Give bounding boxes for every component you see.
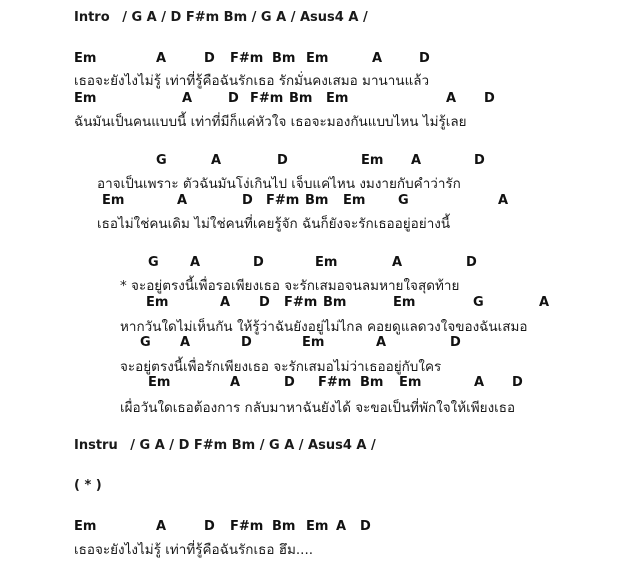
chord-symbol: A [220,295,231,310]
chord-symbol: Em [306,519,329,534]
chord-symbol: F#m [284,295,318,310]
chord-symbol: Em [148,375,171,390]
chord-symbol: A [498,193,509,208]
lyric-line [0,212,620,230]
chord-symbol: Em [146,295,169,310]
lyric-line [0,110,620,128]
chord-symbol: Bm [272,519,296,534]
lyric-line [0,355,620,373]
chord-symbol: D [360,519,371,534]
chord-line [0,335,620,353]
chord-symbol: D [204,51,215,66]
chord-symbol: G [398,193,409,208]
chord-symbol: A [211,153,222,168]
chord-symbol: D [284,375,295,390]
chord-symbol: D [228,91,239,106]
lyric-text: เธอจะยังไงไม่รู้ เท่าที่รู้คือฉันรักเธอ ฮึม.... [74,542,314,558]
chord-symbol: A [182,91,193,106]
chord-symbol: D [253,255,264,270]
chord-symbol: D [419,51,430,66]
chord-symbol: A [376,335,387,350]
instru-progression: / G A / D F#m Bm / G A / Asus4 A / [130,438,376,453]
chord-symbol: A [411,153,422,168]
chord-symbol: A [392,255,403,270]
chord-line [0,91,620,109]
chord-symbol: Bm [360,375,384,390]
chord-symbol: Bm [272,51,296,66]
chord-symbol: D [259,295,270,310]
intro-label: Intro [74,10,110,25]
chord-symbol: A [180,335,191,350]
chord-symbol: F#m [250,91,284,106]
instru-line [74,438,376,456]
lyric-line [0,69,620,87]
chord-symbol: D [466,255,477,270]
chord-symbol: Em [315,255,338,270]
chord-line [0,153,620,171]
chord-symbol: A [539,295,550,310]
chord-symbol: A [230,375,241,390]
chord-symbol: A [474,375,485,390]
chord-symbol: D [277,153,288,168]
chord-symbol: G [140,335,151,350]
chord-symbol: G [473,295,484,310]
chord-symbol: D [242,193,253,208]
lyric-text: เธอไม่ใช่คนเดิม ไม่ใช่คนที่เคยรู้จัก ฉันก็ยังจะรักเธออยู่อย่างนี้ [97,216,451,232]
chord-symbol: Em [343,193,366,208]
lyric-line [0,396,620,414]
chord-line [0,51,620,69]
chord-symbol: D [484,91,495,106]
chord-symbol: D [204,519,215,534]
instru-label: Instru [74,438,118,453]
lyric-text: อาจเป็นเพราะ ตัวฉันมันโง่เกินไป เจ็บแค่ไหน งมงายกับคำว่ารัก [97,176,461,192]
chord-symbol: F#m [318,375,352,390]
lyric-line [0,315,620,333]
chord-symbol: Bm [305,193,329,208]
chord-symbol: D [474,153,485,168]
repeat-text: ( * ) [74,478,102,493]
intro-line [74,10,368,28]
chord-symbol: F#m [266,193,300,208]
chord-symbol: Em [361,153,384,168]
lyric-text: ฉันมันเป็นคนแบบนี้ เท่าที่มีก็แค่หัวใจ เธอจะมองกันแบบไหน ไม่รู้เลย [74,114,467,130]
chord-symbol: F#m [230,519,264,534]
chord-symbol: G [148,255,159,270]
chord-symbol: D [241,335,252,350]
chord-line [0,255,620,273]
chord-line [0,375,620,393]
chord-symbol: Em [393,295,416,310]
chord-symbol: F#m [230,51,264,66]
chord-line [0,519,620,537]
chord-symbol: G [156,153,167,168]
chord-symbol: A [336,519,347,534]
chord-symbol: A [190,255,201,270]
chord-symbol: D [450,335,461,350]
lyric-line [0,274,620,292]
lyric-text: หากวันใดไม่เห็นกัน ให้รู้ว่าฉันยังอยู่ไม่ไกล คอยดูแลดวงใจของฉันเสมอ [120,319,528,335]
lyric-text: จะอยู่ตรงนี้เพื่อรักเพียงเธอ จะรักเสมอไม่ว่าเธออยู่กับใคร [120,359,442,375]
intro-progression: / G A / D F#m Bm / G A / Asus4 A / [122,10,368,25]
chord-symbol: Em [102,193,125,208]
chord-line [0,193,620,211]
chord-symbol: Em [302,335,325,350]
chord-symbol: D [512,375,523,390]
chord-symbol: A [372,51,383,66]
lyric-line [0,172,620,190]
chord-symbol: Em [74,51,97,66]
lyric-line [0,538,620,556]
chord-symbol: Em [74,91,97,106]
chord-symbol: Bm [289,91,313,106]
chord-symbol: Em [399,375,422,390]
chord-symbol: A [156,519,167,534]
chord-symbol: Bm [323,295,347,310]
lyric-text: * จะอยู่ตรงนี้เพื่อรอเพียงเธอ จะรักเสมอจนลมหายใจสุดท้าย [120,278,460,294]
chord-symbol: A [156,51,167,66]
lyric-text: เธอจะยังไงไม่รู้ เท่าที่รู้คือฉันรักเธอ รักมั่นคงเสมอ มานานแล้ว [74,73,430,89]
chord-symbol: Em [74,519,97,534]
chord-line [0,295,620,313]
chord-symbol: Em [326,91,349,106]
chord-symbol: Em [306,51,329,66]
chord-symbol: A [446,91,457,106]
lyric-text: เผื่อวันใดเธอต้องการ กลับมาหาฉันยังได้ จะขอเป็นที่พักใจให้เพียงเธอ [120,400,516,416]
chord-symbol: A [177,193,188,208]
repeat-chorus-marker [74,478,102,496]
